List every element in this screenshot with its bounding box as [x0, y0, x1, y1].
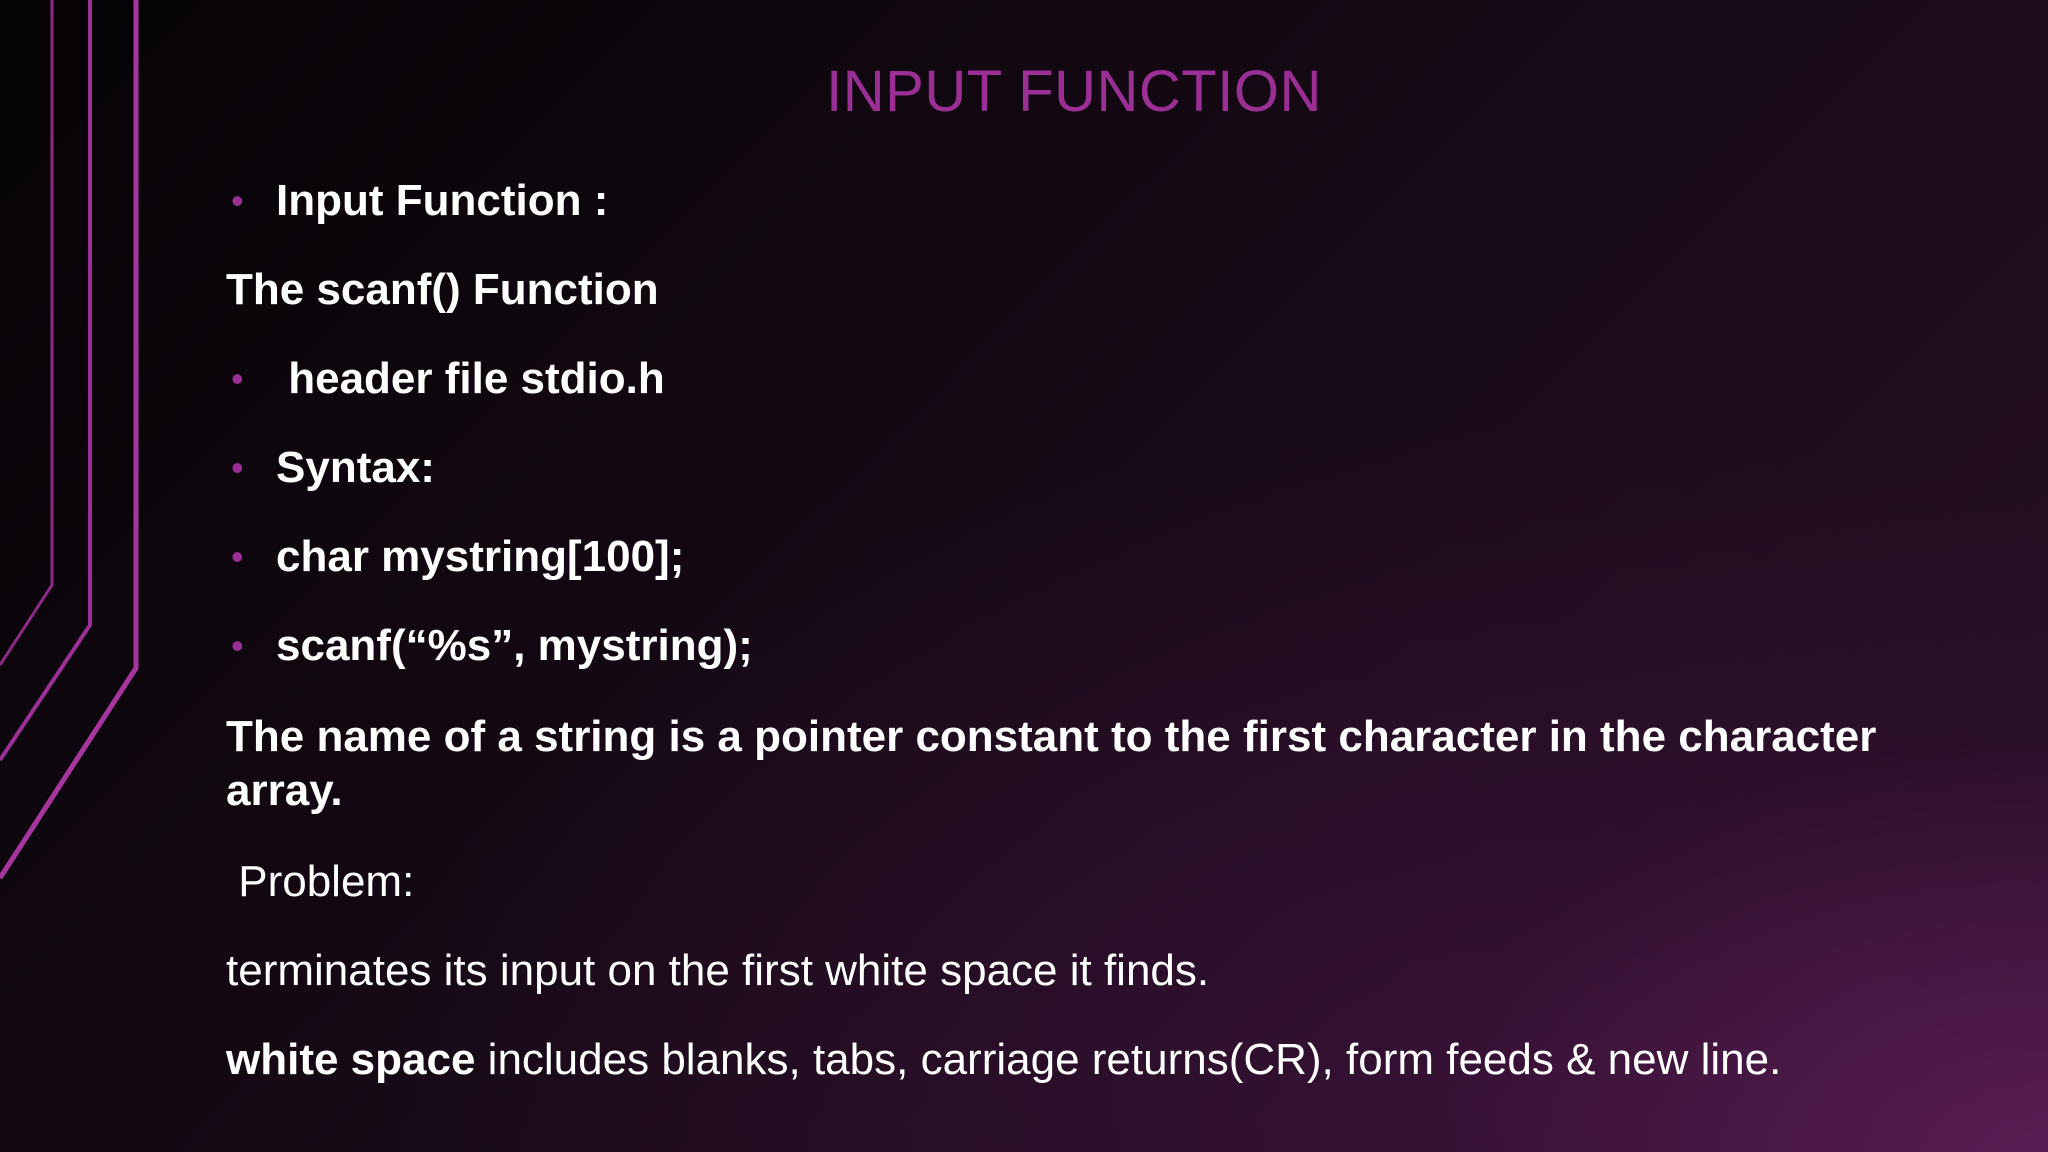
- bullet-char-declaration: [231, 530, 685, 584]
- line-string-name-explanation: [226, 710, 1916, 818]
- line-text: includes blanks, tabs, carriage returns(CR), form feeds & new line.: [475, 1035, 1782, 1084]
- bullet-scanf-call: [231, 619, 753, 673]
- bullet-dot: •: [231, 358, 244, 399]
- line-white-space: [226, 1033, 1781, 1087]
- decor-line-outer: [0, 0, 136, 878]
- line-text: char mystring[100];: [276, 532, 685, 581]
- bullet-dot: •: [231, 447, 244, 488]
- line-text: Problem:: [226, 857, 415, 906]
- bullet-input-function: [231, 174, 609, 228]
- line-text: terminates its input on the first white space it finds.: [226, 946, 1210, 995]
- bullet-dot: •: [231, 536, 244, 577]
- decorative-lines: [0, 0, 160, 1152]
- bullet-dot: •: [231, 180, 244, 221]
- line-text: scanf(“%s”, mystring);: [276, 621, 753, 670]
- line-problem: [226, 855, 414, 909]
- white-space-term: white space: [226, 1035, 476, 1084]
- line-text: Syntax:: [276, 443, 435, 492]
- line-text: The name of a string is a pointer constant to the first character in the character array.: [226, 712, 1877, 815]
- line-scanf-function: [226, 263, 659, 317]
- bullet-header-file: [231, 352, 665, 406]
- bullet-syntax: [231, 441, 435, 495]
- line-text: The scanf() Function: [226, 265, 659, 314]
- bullet-dot: •: [231, 625, 244, 666]
- decor-line-inner: [0, 0, 52, 665]
- slide-title: INPUT FUNCTION: [826, 59, 1322, 124]
- line-text: header file stdio.h: [276, 354, 665, 403]
- line-terminates: [226, 944, 1209, 998]
- line-text: Input Function :: [276, 176, 609, 225]
